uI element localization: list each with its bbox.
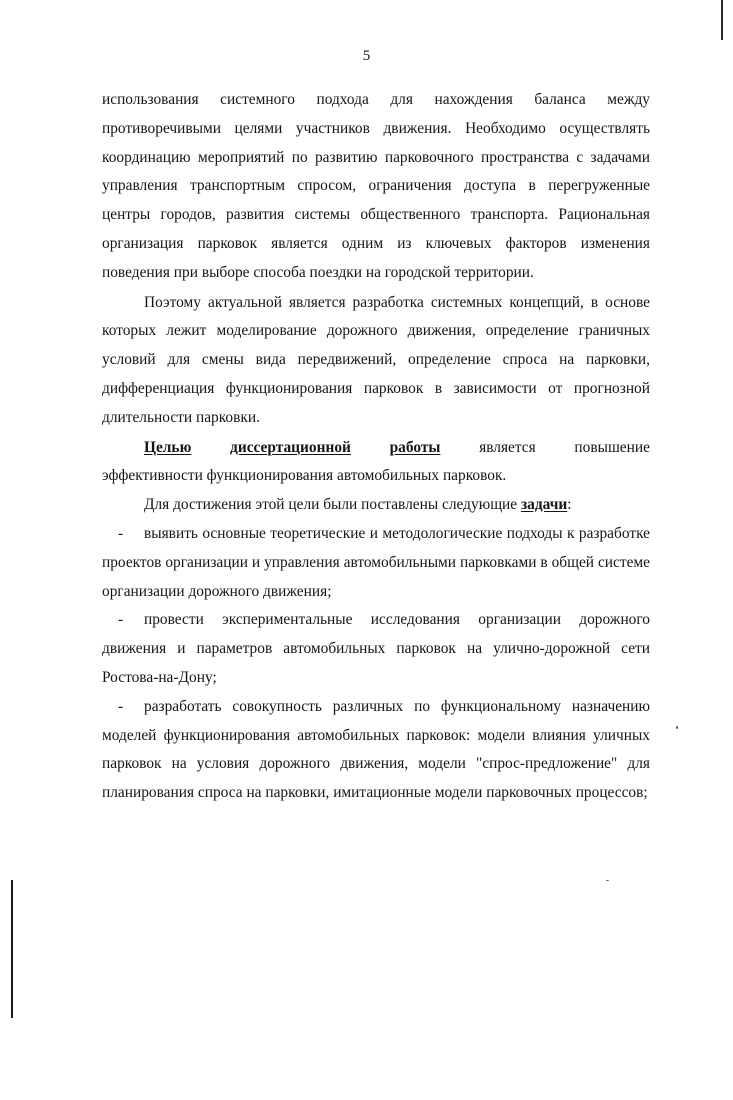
task-dash: - bbox=[118, 697, 124, 715]
task-dash: - bbox=[118, 524, 124, 542]
task-item bbox=[102, 693, 650, 808]
task-item bbox=[102, 606, 650, 692]
goal-word-2: диссертационной bbox=[230, 438, 351, 456]
goal-statement-rest: эффективности функционирования автомобильных парковок. bbox=[102, 467, 507, 485]
goal-word-5: повышение bbox=[574, 438, 650, 456]
goal-statement-line bbox=[102, 434, 650, 463]
task-text: провести экспериментальные исследования организации дорожного движения и параметров автомобильных парковок на улично-дорожной сети Ростова-на-Дону; bbox=[102, 611, 650, 686]
document-body bbox=[102, 86, 650, 808]
tasks-intro-text: Для достижения этой цели были поставлены следующие bbox=[144, 496, 518, 514]
goal-word-4: является bbox=[479, 438, 536, 456]
paragraph-relevance: Поэтому актуальной является разработка системных концепций, в основе которых лежит моделирование дорожного движения, определение граничных условий для смены вида передвижений, определение спроса на парковки, дифференциация функционирования парковок в зависимости от прогнозной длительности парковки. bbox=[102, 293, 650, 426]
tasks-keyword: задачи bbox=[520, 496, 568, 514]
paragraph-continuation: использования системного подхода для нахождения баланса между противоречивыми целями участников движения. Необходимо осуществлять координацию мероприятий по развитию парковочного пространства с задачами управления транспортным спросом, ограничения доступа в перегруженные центры городов, развития системы общественного транспорта. Рациональная организация парковок является одним из ключевых факторов изменения поведения при выборе способа поездки на городской территории. bbox=[102, 91, 650, 281]
task-text: разработать совокупность различных по функциональному назначению моделей функционирования автомобильных парковок: модели влияния уличных парковок на условия дорожного движения, модели "спрос-предложение" для планирования спроса на парковки, имитационные модели парковочных процессов; bbox=[102, 697, 650, 802]
page-number: 5 bbox=[362, 48, 371, 64]
scan-edge-bottom-left bbox=[11, 880, 13, 1018]
tasks-intro-colon: : bbox=[567, 496, 572, 514]
goal-word-1: Целью bbox=[144, 438, 192, 456]
scan-speck bbox=[676, 726, 678, 729]
goal-word-3: работы bbox=[389, 438, 441, 456]
task-item bbox=[102, 520, 650, 606]
task-dash: - bbox=[118, 611, 124, 629]
tasks-intro bbox=[102, 491, 650, 520]
scan-edge-top-right bbox=[721, 0, 723, 40]
scan-speck bbox=[606, 880, 609, 881]
task-text: выявить основные теоретические и методологические подходы к разработке проектов организации и управления автомобильными парковками в общей системе организации дорожного движения; bbox=[102, 524, 650, 600]
